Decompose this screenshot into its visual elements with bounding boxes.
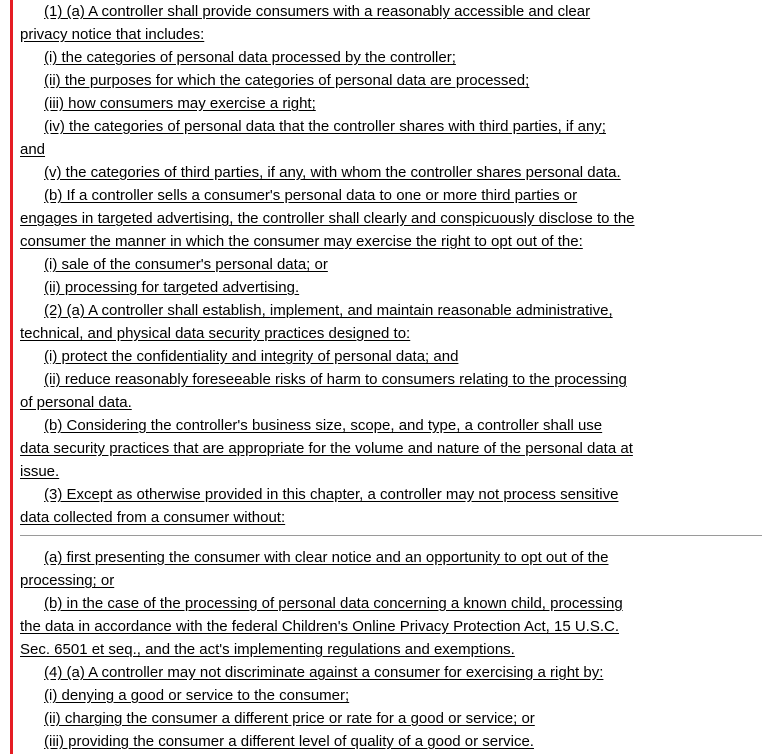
statute-line: and	[20, 141, 46, 158]
statute-line: (iii) providing the consumer a different level of quality of a good or service.	[44, 733, 534, 750]
statute-line: (a) first presenting the consumer with clear notice and an opportunity to opt out of the	[44, 549, 609, 566]
statute-line: issue.	[20, 463, 60, 480]
statute-line: the data in accordance with the federal Children's Online Privacy Protection Act, 15 U.S.C.	[20, 618, 620, 635]
statute-paragraph	[20, 276, 760, 299]
statute-line: (3) Except as otherwise provided in this chapter, a controller may not process sensitive	[44, 486, 619, 503]
statute-line: Sec. 6501 et seq., and the act's implementing regulations and exemptions.	[20, 641, 515, 658]
statute-line: (iv) the categories of personal data that the controller shares with third parties, if any;	[44, 118, 606, 135]
statute-line: (4) (a) A controller may not discriminate against a consumer for exercising a right by:	[44, 664, 604, 681]
statute-paragraph	[20, 46, 760, 69]
statute-line: of personal data.	[20, 394, 132, 411]
statute-line: (b) Considering the controller's business size, scope, and type, a controller shall use	[44, 417, 603, 434]
statute-line: (iii) how consumers may exercise a right;	[44, 95, 316, 112]
statute-section-bottom	[20, 546, 760, 753]
statute-paragraph	[20, 368, 760, 414]
statute-line: (ii) processing for targeted advertising.	[44, 279, 300, 296]
statute-paragraph	[20, 253, 760, 276]
statute-line: engages in targeted advertising, the controller shall clearly and conspicuously disclose to the	[20, 210, 635, 227]
statute-paragraph	[20, 483, 760, 529]
statute-paragraph	[20, 592, 760, 661]
statute-paragraph	[20, 661, 760, 684]
statute-line: data collected from a consumer without:	[20, 509, 286, 526]
statute-line: (v) the categories of third parties, if any, with whom the controller shares personal data.	[44, 164, 621, 181]
statute-paragraph	[20, 684, 760, 707]
statute-paragraph	[20, 414, 760, 483]
statute-paragraph	[20, 299, 760, 345]
statute-paragraph	[20, 184, 760, 253]
statute-paragraph	[20, 730, 760, 753]
statute-section-top	[20, 0, 760, 529]
statute-line: (ii) reduce reasonably foreseeable risks of harm to consumers relating to the processing	[44, 371, 627, 388]
statute-line: (ii) the purposes for which the categories of personal data are processed;	[44, 72, 530, 89]
statute-paragraph	[20, 92, 760, 115]
statute-paragraph	[20, 707, 760, 730]
statute-paragraph	[20, 546, 760, 592]
statute-line: (1) (a) A controller shall provide consumers with a reasonably accessible and clear	[44, 3, 591, 20]
statute-line: consumer the manner in which the consumer may exercise the right to opt out of the:	[20, 233, 583, 250]
statute-line: (i) the categories of personal data processed by the controller;	[44, 49, 456, 66]
statute-line: (i) denying a good or service to the consumer;	[44, 687, 350, 704]
statute-line: (2) (a) A controller shall establish, implement, and maintain reasonable administrative,	[44, 302, 613, 319]
statute-line: (i) protect the confidentiality and integrity of personal data; and	[44, 348, 459, 365]
statute-line: data security practices that are appropriate for the volume and nature of the personal data at	[20, 440, 633, 457]
change-bar	[10, 0, 13, 754]
statute-line: (b) If a controller sells a consumer's personal data to one or more third parties or	[44, 187, 578, 204]
statute-line: (ii) charging the consumer a different price or rate for a good or service; or	[44, 710, 535, 727]
statute-line: processing; or	[20, 572, 115, 589]
page-separator	[20, 535, 762, 536]
statute-line: (i) sale of the consumer's personal data; or	[44, 256, 328, 273]
statute-line: privacy notice that includes:	[20, 26, 205, 43]
statute-paragraph	[20, 345, 760, 368]
statute-paragraph	[20, 0, 760, 46]
statute-line: (b) in the case of the processing of personal data concerning a known child, processing	[44, 595, 623, 612]
statute-paragraph	[20, 69, 760, 92]
statute-line: technical, and physical data security practices designed to:	[20, 325, 411, 342]
statute-paragraph	[20, 161, 760, 184]
statute-paragraph	[20, 115, 760, 161]
